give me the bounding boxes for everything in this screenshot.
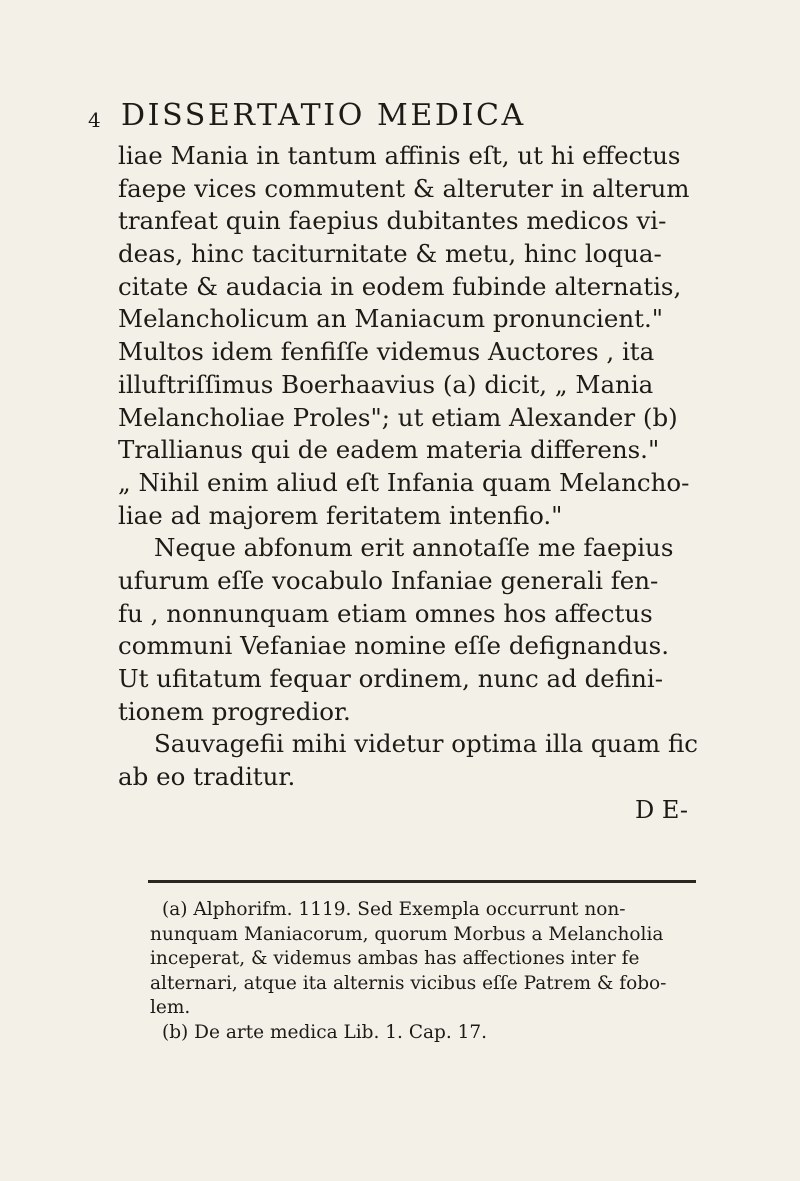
text-line: „ Nihil enim aliud eſt Infania quam Melancho- bbox=[118, 467, 690, 497]
footnote-line: lem. bbox=[150, 997, 191, 1018]
text-line: faepe vices commutent & alteruter in alterum bbox=[118, 173, 690, 203]
text-line: deas, hinc taciturnitate & metu, hinc loqua- bbox=[118, 239, 662, 269]
footnote-line: inceperat, & videmus ambas has affectiones inter fe bbox=[150, 948, 640, 969]
text-line: Neque abfonum erit annotaſſe me faepius bbox=[154, 533, 674, 563]
text-line: Ut ufitatum fequar ordinem, nunc ad defini- bbox=[118, 664, 664, 693]
text-line: fu , nonnunquam etiam omnes hos affectus bbox=[118, 598, 653, 628]
text-line: tionem progredior. bbox=[118, 696, 351, 726]
footnotes bbox=[150, 898, 700, 1045]
text-line: ab eo traditur. bbox=[118, 762, 296, 792]
footnote-line: alternari, atque ita alternis vicibus eſſe Patrem & fobo- bbox=[150, 972, 667, 994]
text-line: liae ad majorem feritatem intenfio." bbox=[118, 500, 563, 530]
text-line: Trallianus qui de eadem materia differens." bbox=[118, 435, 660, 465]
text-line: Multos idem fenfiſſe videmus Auctores , ita bbox=[118, 337, 655, 367]
catchword: D E- bbox=[635, 795, 688, 824]
text-line: Melancholicum an Maniacum pronuncient." bbox=[118, 304, 664, 334]
footnote-divider bbox=[148, 880, 696, 883]
text-line: citate & audacia in eodem fubinde alternatis, bbox=[118, 271, 682, 301]
page-number: 4 bbox=[88, 108, 101, 132]
text-line: communi Vefaniae nomine eſſe defignandus. bbox=[118, 631, 670, 661]
text-line: ufurum eſſe vocabulo Infaniae generali fen- bbox=[118, 565, 659, 595]
footnote-line: nunquam Maniacorum, quorum Morbus a Melancholia bbox=[150, 923, 664, 945]
text-line: illuftriſſimus Boerhaavius (a) dicit, „ Mania bbox=[118, 369, 654, 399]
running-head: DISSERTATIO MEDICA bbox=[121, 98, 526, 133]
text-line: Sauvagefii mihi videtur optima illa quam fic bbox=[154, 729, 699, 759]
main-text bbox=[118, 140, 699, 826]
footnote-line: (b) De arte medica Lib. 1. Cap. 17. bbox=[162, 1021, 488, 1043]
text-line: tranfeat quin faepius dubitantes medicos vi- bbox=[118, 206, 667, 236]
page-header bbox=[88, 94, 708, 134]
text-line: liae Mania in tantum affinis eſt, ut hi effectus bbox=[118, 141, 681, 170]
text-line: Melancholiae Proles"; ut etiam Alexander (b) bbox=[118, 402, 678, 432]
footnote-line: (a) Alphorifm. 1119. Sed Exempla occurrunt non- bbox=[162, 899, 626, 920]
